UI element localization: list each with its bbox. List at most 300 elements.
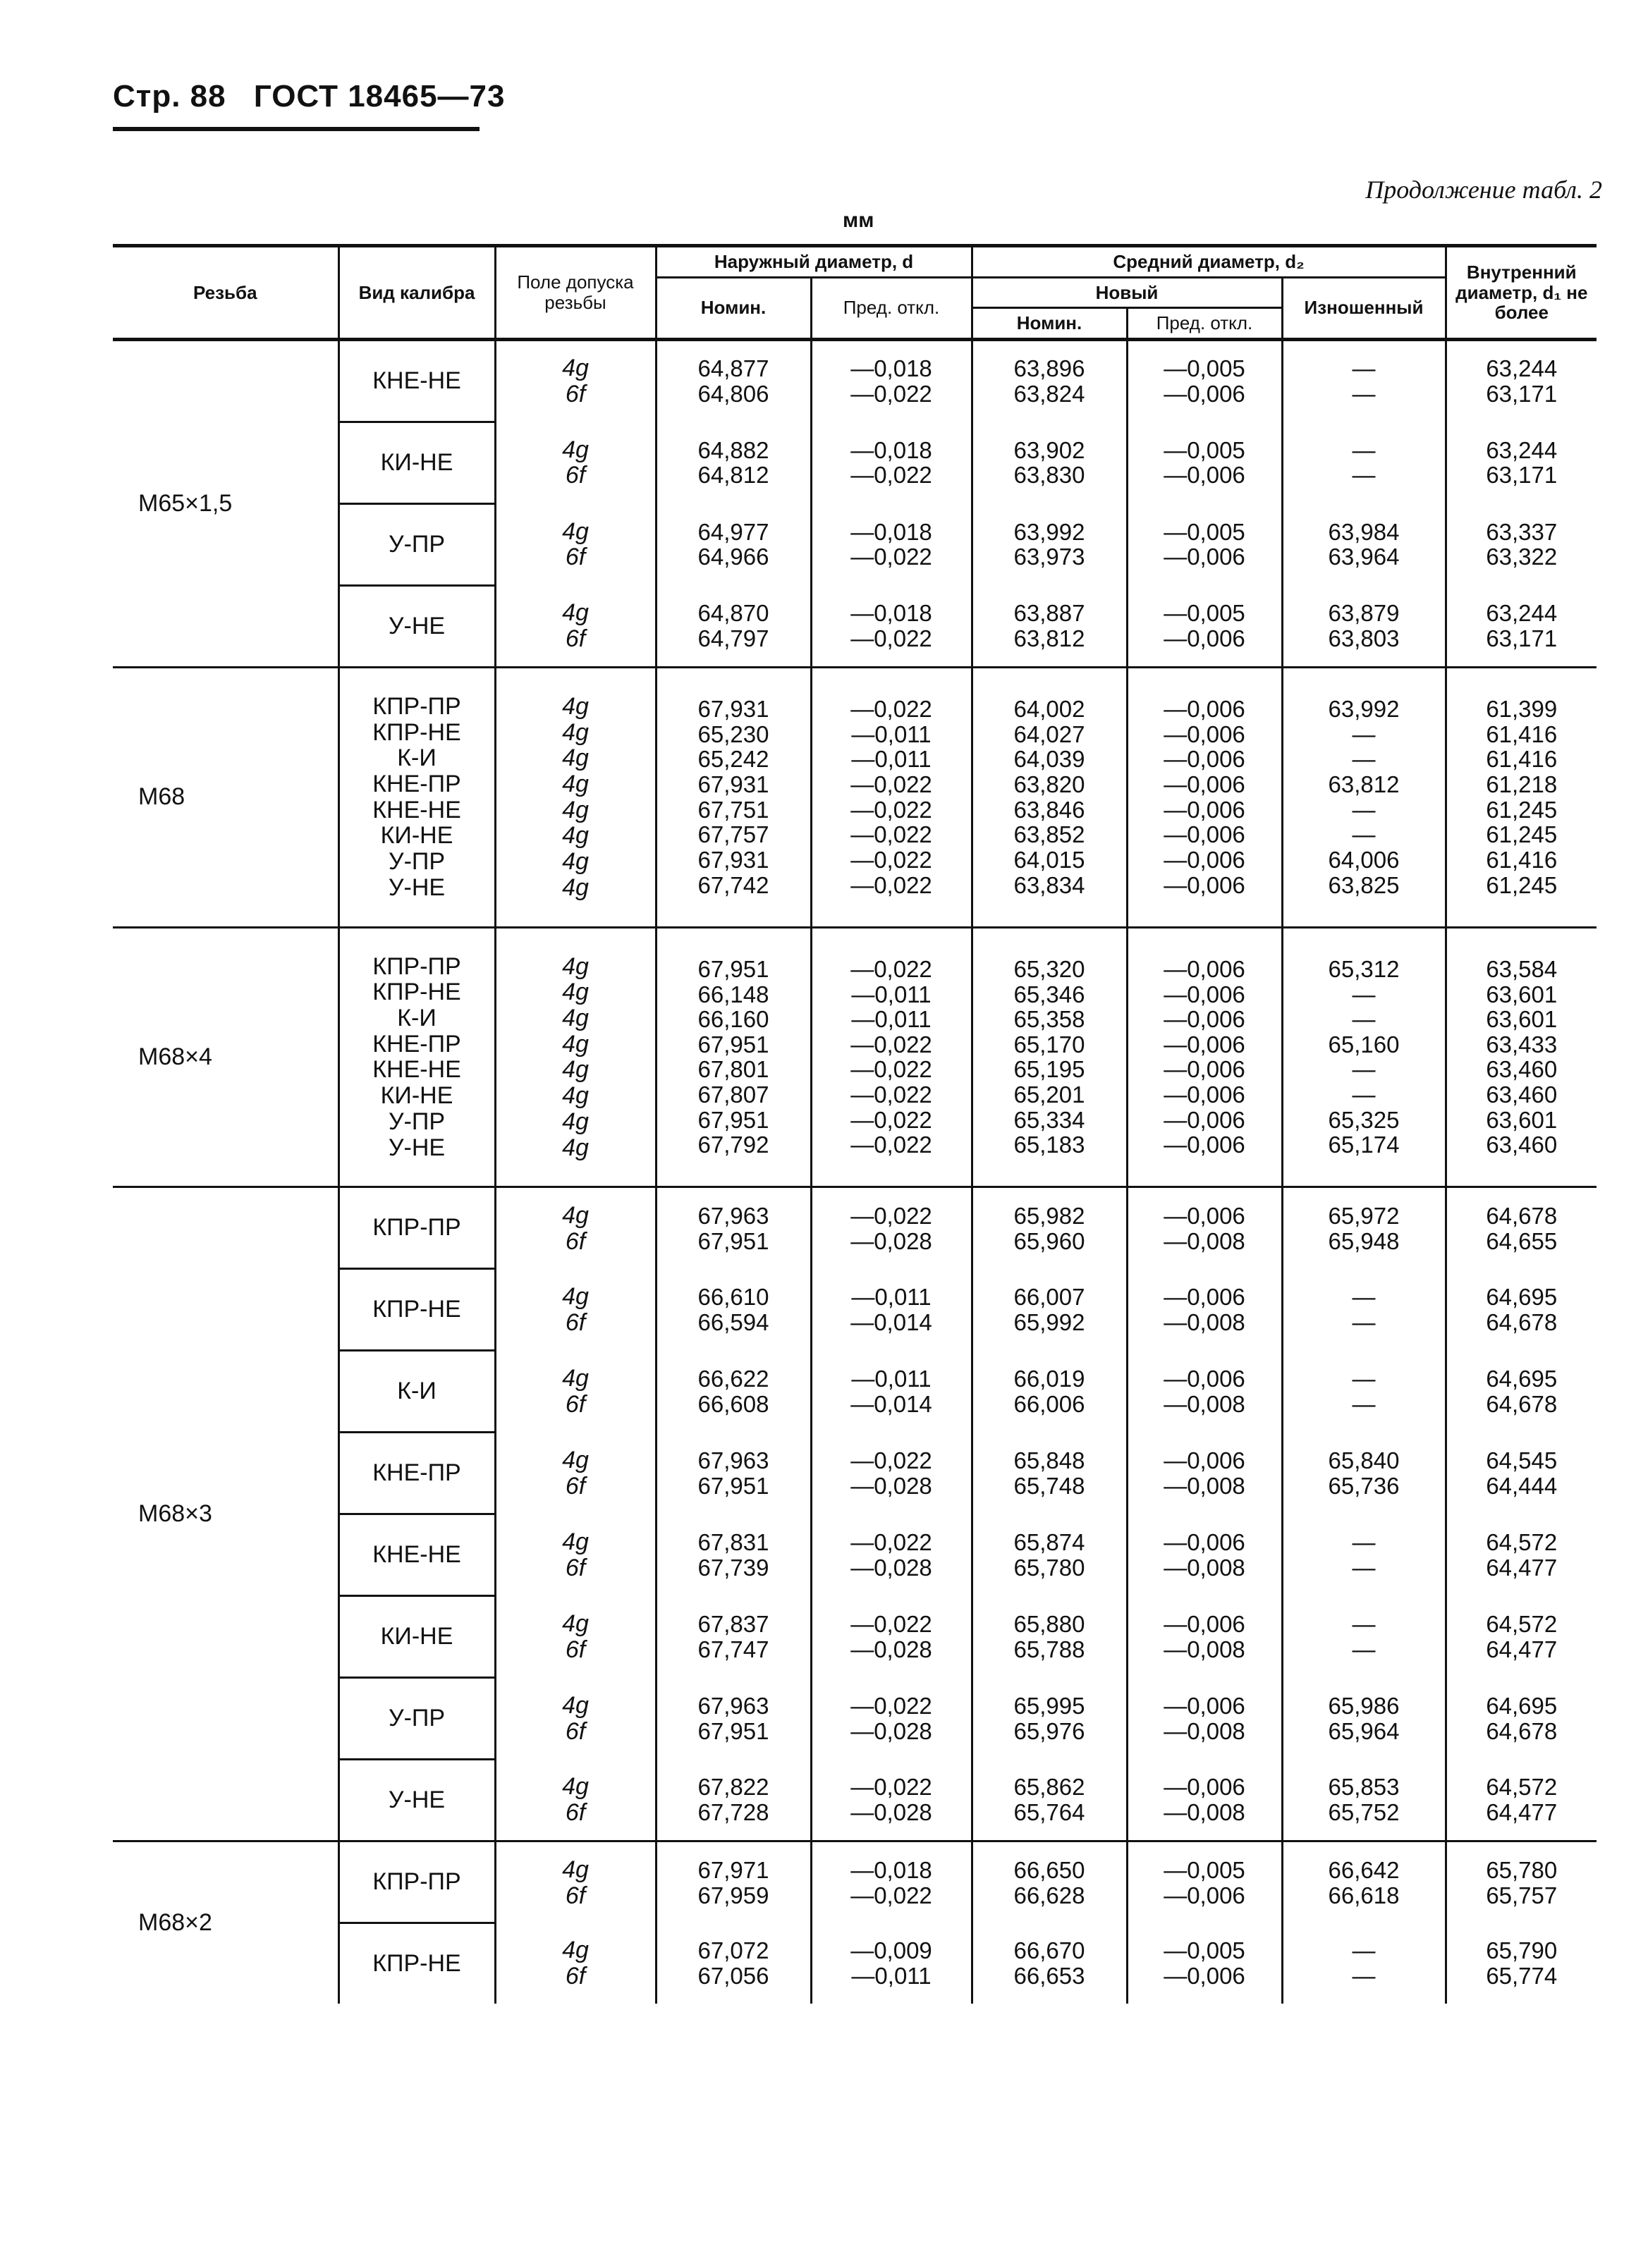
- cell-value: —0,006: [1164, 955, 1245, 982]
- cell-value: 65,840: [1328, 1447, 1400, 1474]
- cell-value: —0,022: [850, 871, 932, 898]
- cell-value: —0,006: [1164, 1202, 1245, 1229]
- cell-value: 6f: [565, 1882, 586, 1909]
- thread-designation: M68×2: [138, 1909, 212, 1937]
- cell-value: —0,022: [850, 1056, 932, 1083]
- col-dd: [811, 927, 972, 1187]
- col-dd: [811, 1596, 972, 1678]
- cell-value: 64,002: [1013, 696, 1085, 723]
- col-d1: [1446, 1514, 1597, 1596]
- col-tol: [495, 503, 656, 585]
- cell-value: 4g: [562, 822, 589, 850]
- col-worn: [1282, 1351, 1446, 1433]
- cell-value: 63,601: [1486, 1106, 1558, 1133]
- cell-value: —0,028: [850, 1799, 932, 1826]
- cell-value: 66,019: [1013, 1366, 1085, 1392]
- col-worn: [1282, 1596, 1446, 1678]
- col-middle-dev: Пред. откл.: [1127, 308, 1282, 340]
- cell-value: —0,022: [850, 625, 932, 651]
- cell-value: 64,444: [1486, 1472, 1558, 1499]
- cell-value: —0,022: [850, 771, 932, 798]
- cell-value: 4g: [562, 1134, 589, 1161]
- cell-value: 6f: [565, 1963, 586, 1990]
- cell-value: 67,822: [697, 1774, 769, 1801]
- cell-value: 61,218: [1486, 771, 1558, 798]
- col-worn: [1282, 1514, 1446, 1596]
- cell-value: 63,460: [1486, 1056, 1558, 1083]
- cell-value: КПР-ПР: [372, 692, 461, 720]
- cell-value: 4g: [562, 1082, 589, 1110]
- cell-value: —0,005: [1164, 599, 1245, 626]
- cell-value: 65,960: [1013, 1227, 1085, 1254]
- col-middle-worn: Изношенный: [1282, 277, 1446, 339]
- cell-value: —0,022: [850, 846, 932, 873]
- col-d: [656, 667, 811, 927]
- col-d2d: [1127, 1433, 1282, 1514]
- cell-value: —0,028: [850, 1472, 932, 1499]
- cell-value: —0,008: [1164, 1554, 1245, 1581]
- cell-value: 66,007: [1013, 1284, 1085, 1311]
- cell-value: —0,006: [1164, 871, 1245, 898]
- cell-value: 63,984: [1328, 518, 1400, 545]
- col-tol: [495, 1187, 656, 1269]
- cell-value: У-ПР: [388, 848, 446, 876]
- cell-value: 63,812: [1013, 625, 1085, 651]
- table-row: [113, 1841, 1597, 1923]
- gauge-type: У-НЕ: [338, 585, 495, 667]
- col-d2d: [1127, 1760, 1282, 1841]
- cell-value: 4g: [562, 1692, 589, 1720]
- col-dd: [811, 1187, 972, 1269]
- col-tol: [495, 927, 656, 1187]
- cell-value: —0,008: [1164, 1799, 1245, 1826]
- cell-value: У-ПР: [388, 1108, 446, 1135]
- cell-value: —0,006: [1164, 696, 1245, 723]
- cell-value: —0,006: [1164, 796, 1245, 823]
- col-tol: [495, 1923, 656, 2004]
- cell-value: 63,902: [1013, 436, 1085, 463]
- cell-value: 65,880: [1013, 1611, 1085, 1638]
- col-d2: [972, 339, 1127, 422]
- table-row: [113, 339, 1597, 422]
- cell-value: 61,245: [1486, 871, 1558, 898]
- cell-value: —0,005: [1164, 436, 1245, 463]
- cell-value: 4g: [562, 692, 589, 720]
- cell-value: —0,022: [850, 955, 932, 982]
- cell-value: 63,830: [1013, 462, 1085, 489]
- cell-value: —0,006: [1164, 1882, 1245, 1908]
- col-d1: [1446, 1596, 1597, 1678]
- cell-value: —: [1352, 796, 1376, 823]
- cell-value: 66,610: [697, 1284, 769, 1311]
- cell-value: 65,170: [1013, 1031, 1085, 1058]
- cell-value: —0,009: [850, 1937, 932, 1964]
- cell-value: 65,752: [1328, 1799, 1400, 1826]
- cell-value: 4g: [562, 355, 589, 382]
- cell-value: 65,948: [1328, 1227, 1400, 1254]
- cell-value: —0,028: [850, 1717, 932, 1744]
- col-d2d: [1127, 1841, 1282, 1923]
- cell-value: 67,971: [697, 1856, 769, 1883]
- col-d2: [972, 1351, 1127, 1433]
- cell-value: 65,862: [1013, 1774, 1085, 1801]
- cell-value: КНЕ-ПР: [372, 770, 461, 797]
- cell-value: 67,951: [697, 1031, 769, 1058]
- col-worn: [1282, 1269, 1446, 1351]
- cell-value: —: [1352, 1636, 1376, 1662]
- cell-value: —0,022: [850, 1611, 932, 1638]
- cell-value: 67,963: [697, 1693, 769, 1720]
- cell-value: —0,008: [1164, 1308, 1245, 1335]
- cell-value: 64,797: [697, 625, 769, 651]
- cell-value: 4g: [562, 1108, 589, 1135]
- col-thread: Резьба: [113, 246, 338, 340]
- cell-value: —0,011: [851, 746, 932, 773]
- cell-value: —: [1352, 381, 1376, 407]
- cell-value: КНЕ-НЕ: [372, 1056, 461, 1084]
- cell-value: 63,992: [1328, 696, 1400, 723]
- cell-value: 4g: [562, 718, 589, 746]
- cell-value: —0,006: [1164, 1693, 1245, 1720]
- cell-value: 63,834: [1013, 871, 1085, 898]
- cell-value: 63,601: [1486, 1006, 1558, 1033]
- cell-value: 65,312: [1328, 955, 1400, 982]
- cell-value: 63,812: [1328, 771, 1400, 798]
- thread-designation: M65×1,5: [113, 339, 338, 667]
- cell-value: 64,678: [1486, 1390, 1558, 1417]
- cell-value: —0,008: [1164, 1717, 1245, 1744]
- col-tol: [495, 667, 656, 927]
- col-tol: [495, 422, 656, 503]
- cell-value: 66,622: [697, 1366, 769, 1392]
- col-d1: [1446, 1269, 1597, 1351]
- cell-value: 61,416: [1486, 846, 1558, 873]
- cell-value: 64,870: [697, 599, 769, 626]
- cell-value: 65,774: [1486, 1963, 1558, 1990]
- cell-value: 4g: [562, 979, 589, 1006]
- col-gauge: Вид калибра: [338, 246, 495, 340]
- col-worn: [1282, 503, 1446, 585]
- cell-value: 4g: [562, 770, 589, 797]
- cell-value: 67,931: [697, 771, 769, 798]
- col-d1: [1446, 339, 1597, 422]
- cell-value: 64,477: [1486, 1554, 1558, 1581]
- cell-value: 65,346: [1013, 981, 1085, 1007]
- cell-value: —: [1352, 981, 1376, 1007]
- cell-value: 4g: [562, 874, 589, 901]
- cell-value: 64,572: [1486, 1529, 1558, 1556]
- col-d: [656, 503, 811, 585]
- gauge-type: У-ПР: [338, 1678, 495, 1760]
- cell-value: 4g: [562, 1447, 589, 1474]
- col-dd: [811, 1351, 972, 1433]
- col-dd: [811, 1841, 972, 1923]
- cell-value: 63,433: [1486, 1031, 1558, 1058]
- cell-value: КИ-НЕ: [380, 1082, 453, 1110]
- cell-value: —: [1352, 1963, 1376, 1990]
- cell-value: 6f: [565, 625, 586, 652]
- cell-value: 63,460: [1486, 1081, 1558, 1108]
- col-d1: [1446, 1351, 1597, 1433]
- col-tol: [495, 339, 656, 422]
- col-d: [656, 1596, 811, 1678]
- thread-designation: M68×3: [113, 1187, 338, 1841]
- thread-designation: M68: [138, 783, 185, 811]
- cell-value: 64,039: [1013, 746, 1085, 773]
- cell-value: 6f: [565, 1390, 586, 1418]
- cell-value: —: [1352, 1554, 1376, 1581]
- cell-value: —0,028: [850, 1636, 932, 1662]
- col-outer-nom: Номин.: [656, 277, 811, 339]
- col-d: [656, 339, 811, 422]
- col-d2: [972, 1841, 1127, 1923]
- col-d2: [972, 585, 1127, 667]
- cell-value: —0,008: [1164, 1472, 1245, 1499]
- cell-value: 66,006: [1013, 1390, 1085, 1417]
- cell-value: 63,171: [1486, 381, 1558, 407]
- cell-value: 65,764: [1013, 1799, 1085, 1826]
- cell-value: 6f: [565, 1799, 586, 1827]
- cell-value: —0,006: [1164, 771, 1245, 798]
- col-dd: [811, 667, 972, 927]
- col-dd: [811, 585, 972, 667]
- cell-value: —0,006: [1164, 821, 1245, 848]
- cell-value: 64,655: [1486, 1227, 1558, 1254]
- col-d1: [1446, 1187, 1597, 1269]
- col-d2: [972, 1187, 1127, 1269]
- page-header: [113, 79, 506, 114]
- col-d1: [1446, 1678, 1597, 1760]
- col-worn: [1282, 927, 1446, 1187]
- col-d1: [1446, 667, 1597, 927]
- cell-value: —0,022: [850, 1529, 932, 1556]
- cell-value: —0,022: [850, 1106, 932, 1133]
- table-row: [113, 927, 1597, 1187]
- cell-value: 63,322: [1486, 544, 1558, 570]
- cell-value: —0,006: [1164, 1132, 1245, 1158]
- cell-value: —0,006: [1164, 1447, 1245, 1474]
- col-d2: [972, 1923, 1127, 2004]
- cell-value: 66,650: [1013, 1856, 1085, 1883]
- col-d2d: [1127, 422, 1282, 503]
- cell-value: 67,951: [697, 1472, 769, 1499]
- cell-value: —: [1352, 1081, 1376, 1108]
- cell-value: —0,022: [850, 1774, 932, 1801]
- cell-value: —0,006: [1164, 846, 1245, 873]
- cell-value: —: [1352, 1006, 1376, 1033]
- cell-value: 64,882: [697, 436, 769, 463]
- cell-value: 65,183: [1013, 1132, 1085, 1158]
- col-dd: [811, 1923, 972, 2004]
- cell-value: КПР-НЕ: [372, 718, 461, 746]
- cell-value: КНЕ-ПР: [372, 1030, 461, 1058]
- cell-value: —0,011: [851, 1963, 932, 1990]
- cell-value: —0,011: [851, 721, 932, 747]
- cell-value: 65,748: [1013, 1472, 1085, 1499]
- cell-value: 61,245: [1486, 821, 1558, 848]
- cell-value: 67,951: [697, 1227, 769, 1254]
- cell-value: —0,014: [850, 1390, 932, 1417]
- col-outer: Наружный диаметр, d: [656, 246, 972, 278]
- cell-value: 63,820: [1013, 771, 1085, 798]
- cell-value: 63,896: [1013, 355, 1085, 382]
- table-header: [113, 246, 1597, 340]
- cell-value: 4g: [562, 1056, 589, 1084]
- col-dd: [811, 1269, 972, 1351]
- cell-value: 64,572: [1486, 1774, 1558, 1801]
- cell-value: 64,006: [1328, 846, 1400, 873]
- cell-value: 65,874: [1013, 1529, 1085, 1556]
- cell-value: У-НЕ: [388, 874, 446, 901]
- col-d2d: [1127, 1351, 1282, 1433]
- cell-value: 63,964: [1328, 544, 1400, 570]
- col-d2: [972, 927, 1127, 1187]
- col-tol: [495, 1433, 656, 1514]
- cell-value: 64,678: [1486, 1717, 1558, 1744]
- cell-value: 67,931: [697, 696, 769, 723]
- col-worn: [1282, 585, 1446, 667]
- cell-value: 67,757: [697, 821, 769, 848]
- col-d1: [1446, 585, 1597, 667]
- col-d: [656, 585, 811, 667]
- cell-value: 4g: [562, 1773, 589, 1801]
- cell-value: 66,642: [1328, 1856, 1400, 1883]
- col-tol: [495, 1351, 656, 1433]
- cell-value: 64,812: [697, 462, 769, 489]
- cell-value: 67,742: [697, 871, 769, 898]
- cell-value: —0,006: [1164, 1366, 1245, 1392]
- cell-value: —0,006: [1164, 1284, 1245, 1311]
- cell-value: 65,320: [1013, 955, 1085, 982]
- gauge-type: КНЕ-ПР: [338, 1433, 495, 1514]
- cell-value: 65,848: [1013, 1447, 1085, 1474]
- cell-value: 65,334: [1013, 1106, 1085, 1133]
- col-d: [656, 1351, 811, 1433]
- cell-value: 66,628: [1013, 1882, 1085, 1908]
- cell-value: 64,572: [1486, 1611, 1558, 1638]
- col-dd: [811, 1678, 972, 1760]
- col-worn: [1282, 1433, 1446, 1514]
- cell-value: —0,022: [850, 1202, 932, 1229]
- col-worn: [1282, 1678, 1446, 1760]
- cell-value: 65,780: [1486, 1856, 1558, 1883]
- cell-value: 64,678: [1486, 1202, 1558, 1229]
- cell-value: 64,877: [697, 355, 769, 382]
- cell-value: 65,195: [1013, 1056, 1085, 1083]
- cell-value: 63,601: [1486, 981, 1558, 1007]
- cell-value: —: [1352, 436, 1376, 463]
- cell-value: 61,245: [1486, 796, 1558, 823]
- cell-value: —0,006: [1164, 1963, 1245, 1990]
- cell-value: 4g: [562, 1030, 589, 1058]
- cell-value: КПР-ПР: [372, 952, 461, 980]
- cell-value: 63,846: [1013, 796, 1085, 823]
- cell-value: —0,022: [850, 544, 932, 570]
- col-d2d: [1127, 1514, 1282, 1596]
- col-d1: [1446, 1760, 1597, 1841]
- cell-value: 66,148: [697, 981, 769, 1007]
- cell-value: 67,931: [697, 846, 769, 873]
- cell-value: 67,951: [697, 955, 769, 982]
- cell-value: 63,992: [1013, 518, 1085, 545]
- cell-value: 65,325: [1328, 1106, 1400, 1133]
- cell-value: 4g: [562, 848, 589, 876]
- cell-value: 6f: [565, 1227, 586, 1255]
- cell-value: —0,005: [1164, 1937, 1245, 1964]
- cell-value: 65,780: [1013, 1554, 1085, 1581]
- col-d2d: [1127, 1923, 1282, 2004]
- col-d2d: [1127, 503, 1282, 585]
- cell-value: —0,011: [851, 1284, 932, 1311]
- cell-value: —0,022: [850, 696, 932, 723]
- col-middle-nom: Номин.: [972, 308, 1127, 340]
- col-d2: [972, 1269, 1127, 1351]
- col-d2: [972, 422, 1127, 503]
- col-tol: [495, 1514, 656, 1596]
- cell-value: 64,015: [1013, 846, 1085, 873]
- cell-value: —0,022: [850, 462, 932, 489]
- thread-gauge-table: [113, 244, 1597, 2004]
- col-tol: [495, 1678, 656, 1760]
- cell-value: —: [1352, 1366, 1376, 1392]
- cell-value: 65,995: [1013, 1693, 1085, 1720]
- col-worn: [1282, 1841, 1446, 1923]
- cell-value: —0,011: [851, 981, 932, 1007]
- cell-value: —0,018: [850, 599, 932, 626]
- col-d1: [1446, 927, 1597, 1187]
- cell-value: 65,201: [1013, 1081, 1085, 1108]
- cell-value: 64,806: [697, 381, 769, 407]
- cell-value: 6f: [565, 1554, 586, 1581]
- cell-value: 64,695: [1486, 1693, 1558, 1720]
- standard-number: ГОСТ 18465—73: [253, 79, 506, 114]
- cell-value: —0,006: [1164, 625, 1245, 651]
- thread-designation: M68×4: [138, 1043, 212, 1070]
- col-d: [656, 1841, 811, 1923]
- col-dd: [811, 1514, 972, 1596]
- table-row: [113, 1187, 1597, 1269]
- cell-value: КПР-НЕ: [372, 979, 461, 1006]
- col-d: [656, 1269, 811, 1351]
- col-d2d: [1127, 339, 1282, 422]
- cell-value: 63,825: [1328, 871, 1400, 898]
- cell-value: 65,976: [1013, 1717, 1085, 1744]
- cell-value: —0,006: [1164, 1774, 1245, 1801]
- cell-value: 65,788: [1013, 1636, 1085, 1662]
- cell-value: 6f: [565, 462, 586, 489]
- cell-value: —0,005: [1164, 355, 1245, 382]
- gauge-type: КПР-ПР: [338, 1187, 495, 1269]
- col-d2d: [1127, 585, 1282, 667]
- page-number: Стр. 88: [113, 79, 226, 114]
- col-d2: [972, 667, 1127, 927]
- cell-value: 65,982: [1013, 1202, 1085, 1229]
- cell-value: У-НЕ: [388, 1134, 446, 1161]
- cell-value: —0,022: [850, 1081, 932, 1108]
- cell-value: 65,853: [1328, 1774, 1400, 1801]
- table-body: [113, 339, 1597, 2004]
- col-middle-new: Новый: [972, 277, 1282, 308]
- col-middle: Средний диаметр, d₂: [972, 246, 1446, 278]
- cell-value: —0,006: [1164, 1031, 1245, 1058]
- gauge-type: КПР-НЕ: [338, 1269, 495, 1351]
- cell-value: —0,022: [850, 1447, 932, 1474]
- col-worn: [1282, 667, 1446, 927]
- cell-value: 65,358: [1013, 1006, 1085, 1033]
- cell-value: —0,018: [850, 436, 932, 463]
- cell-value: 63,244: [1486, 599, 1558, 626]
- cell-value: 64,695: [1486, 1284, 1558, 1311]
